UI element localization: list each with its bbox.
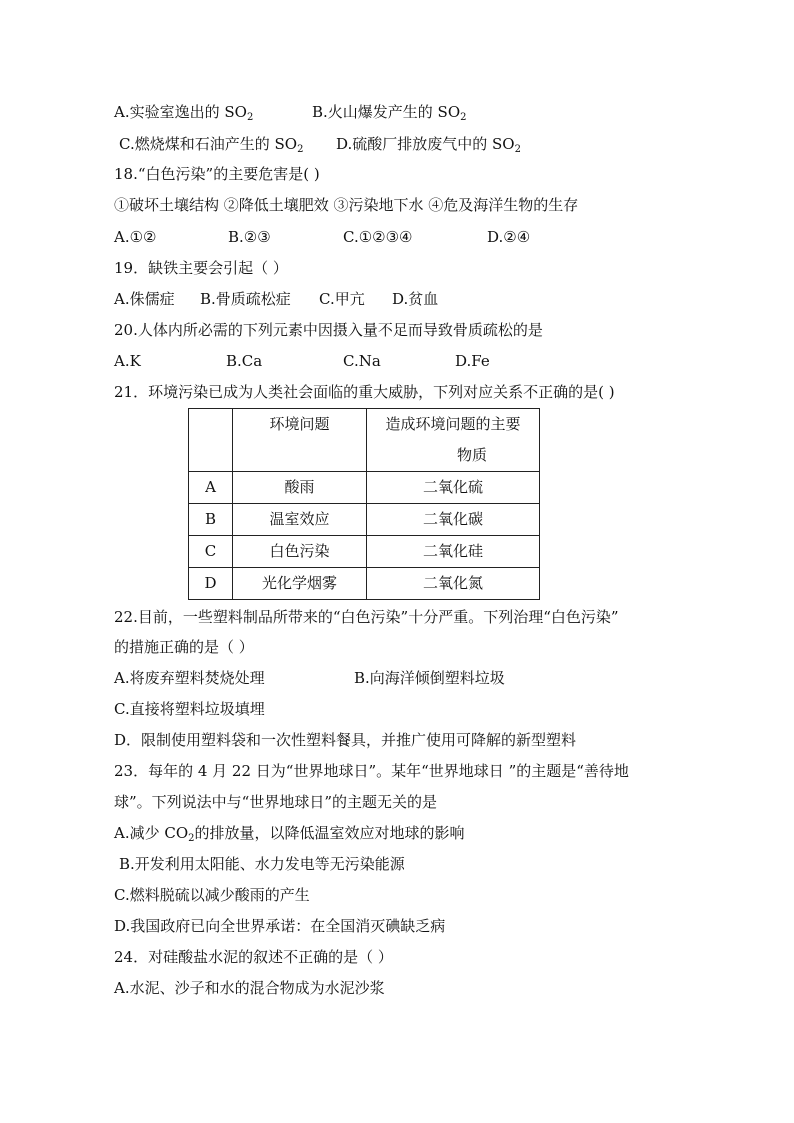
q22-stem-line2: 的措施正确的是（ ） xyxy=(114,638,254,656)
q22-option-c: C.直接将塑料垃圾填埋 xyxy=(114,700,265,718)
q22-option-d: D．限制使用塑料袋和一次性塑料餐具，并推广使用可降解的新型塑料 xyxy=(114,731,577,749)
q20-option-d: D.Fe xyxy=(455,352,490,370)
table-cell-label: B xyxy=(189,504,233,536)
q17-option-d: D.硫酸厂排放废气中的 $SO_2$ xyxy=(336,135,521,155)
q20-stem: 20.人体内所必需的下列元素中因摄入量不足而导致骨质疏松的是 xyxy=(114,321,543,339)
q19-stem: 19．缺铁主要会引起（ ） xyxy=(114,259,288,277)
q18-option-c: C.①②③④ xyxy=(343,228,413,246)
q22-option-b: B.向海洋倾倒塑料垃圾 xyxy=(354,669,505,687)
table-header-substance: 造成环境问题的主要 物质 xyxy=(367,409,540,472)
table-cell-problem: 光化学烟雾 xyxy=(233,568,367,600)
table-cell-substance: 二氧化硫 xyxy=(367,472,540,504)
q19-option-d: D.贫血 xyxy=(392,290,439,308)
q17-option-a: A.实验室逸出的 $SO_2$ xyxy=(114,103,254,123)
q22-stem-line1: 22.目前，一些塑料制品所带来的“白色污染”十分严重。下列治理“白色污染” xyxy=(114,608,619,626)
table-row xyxy=(189,536,540,568)
q18-option-b: B.②③ xyxy=(228,228,271,246)
table-cell-substance: 二氧化氮 xyxy=(367,568,540,600)
q23-option-c: C.燃料脱硫以减少酸雨的产生 xyxy=(114,886,310,904)
q23-option-a: A.减少 $CO_2$的排放量，以降低温室效应对地球的影响 xyxy=(114,824,465,844)
q24-option-a: A.水泥、沙子和水的混合物成为水泥沙浆 xyxy=(114,979,385,997)
table-header-row xyxy=(189,409,540,472)
q21-stem: 21．环境污染已成为人类社会面临的重大威胁，下列对应关系不正确的是( ) xyxy=(114,383,615,401)
q23-stem-line2: 球”。下列说法中与“世界地球日”的主题无关的是 xyxy=(114,793,438,811)
q18-stem: 18.“白色污染”的主要危害是( ) xyxy=(114,165,320,183)
q19-option-a: A.侏儒症 xyxy=(114,290,175,308)
table-header-problem: 环境问题 xyxy=(233,409,367,472)
table-cell-problem: 白色污染 xyxy=(233,536,367,568)
table-cell-label: A xyxy=(189,472,233,504)
q23-option-d: D.我国政府已向全世界承诺：在全国消灭碘缺乏病 xyxy=(114,917,446,935)
table-row xyxy=(189,568,540,600)
table-cell-substance: 二氧化硅 xyxy=(367,536,540,568)
q19-option-b: B.骨质疏松症 xyxy=(200,290,291,308)
table-cell-problem: 温室效应 xyxy=(233,504,367,536)
table-header-blank xyxy=(189,409,233,472)
table-cell-label: D xyxy=(189,568,233,600)
q19-option-c: C.甲亢 xyxy=(319,290,365,308)
table-cell-substance: 二氧化碳 xyxy=(367,504,540,536)
table-row xyxy=(189,472,540,504)
table-cell-label: C xyxy=(189,536,233,568)
q17-option-c: C.燃烧煤和石油产生的 $SO_2$ xyxy=(119,135,304,155)
q23-stem-line1: 23．每年的 4 月 22 日为“世界地球日”。某年“世界地球日 ”的主题是“善待地 xyxy=(114,762,629,780)
table-row xyxy=(189,504,540,536)
q18-items: ①破坏土壤结构 ②降低土壤肥效 ③污染地下水 ④危及海洋生物的生存 xyxy=(114,196,579,214)
q23-option-b: B.开发利用太阳能、水力发电等无污染能源 xyxy=(119,855,405,873)
q18-option-d: D.②④ xyxy=(487,228,531,246)
q20-option-b: B.Ca xyxy=(226,352,263,370)
q18-option-a: A.①② xyxy=(114,228,157,246)
q17-option-b: B.火山爆发产生的 $SO_2$ xyxy=(312,103,467,123)
q20-option-c: C.Na xyxy=(343,352,381,370)
q20-option-a: A.K xyxy=(114,352,141,370)
q22-option-a: A.将废弃塑料焚烧处理 xyxy=(114,669,265,687)
table-cell-problem: 酸雨 xyxy=(233,472,367,504)
q21-table xyxy=(188,408,540,600)
q24-stem: 24．对硅酸盐水泥的叙述不正确的是（ ） xyxy=(114,948,393,966)
